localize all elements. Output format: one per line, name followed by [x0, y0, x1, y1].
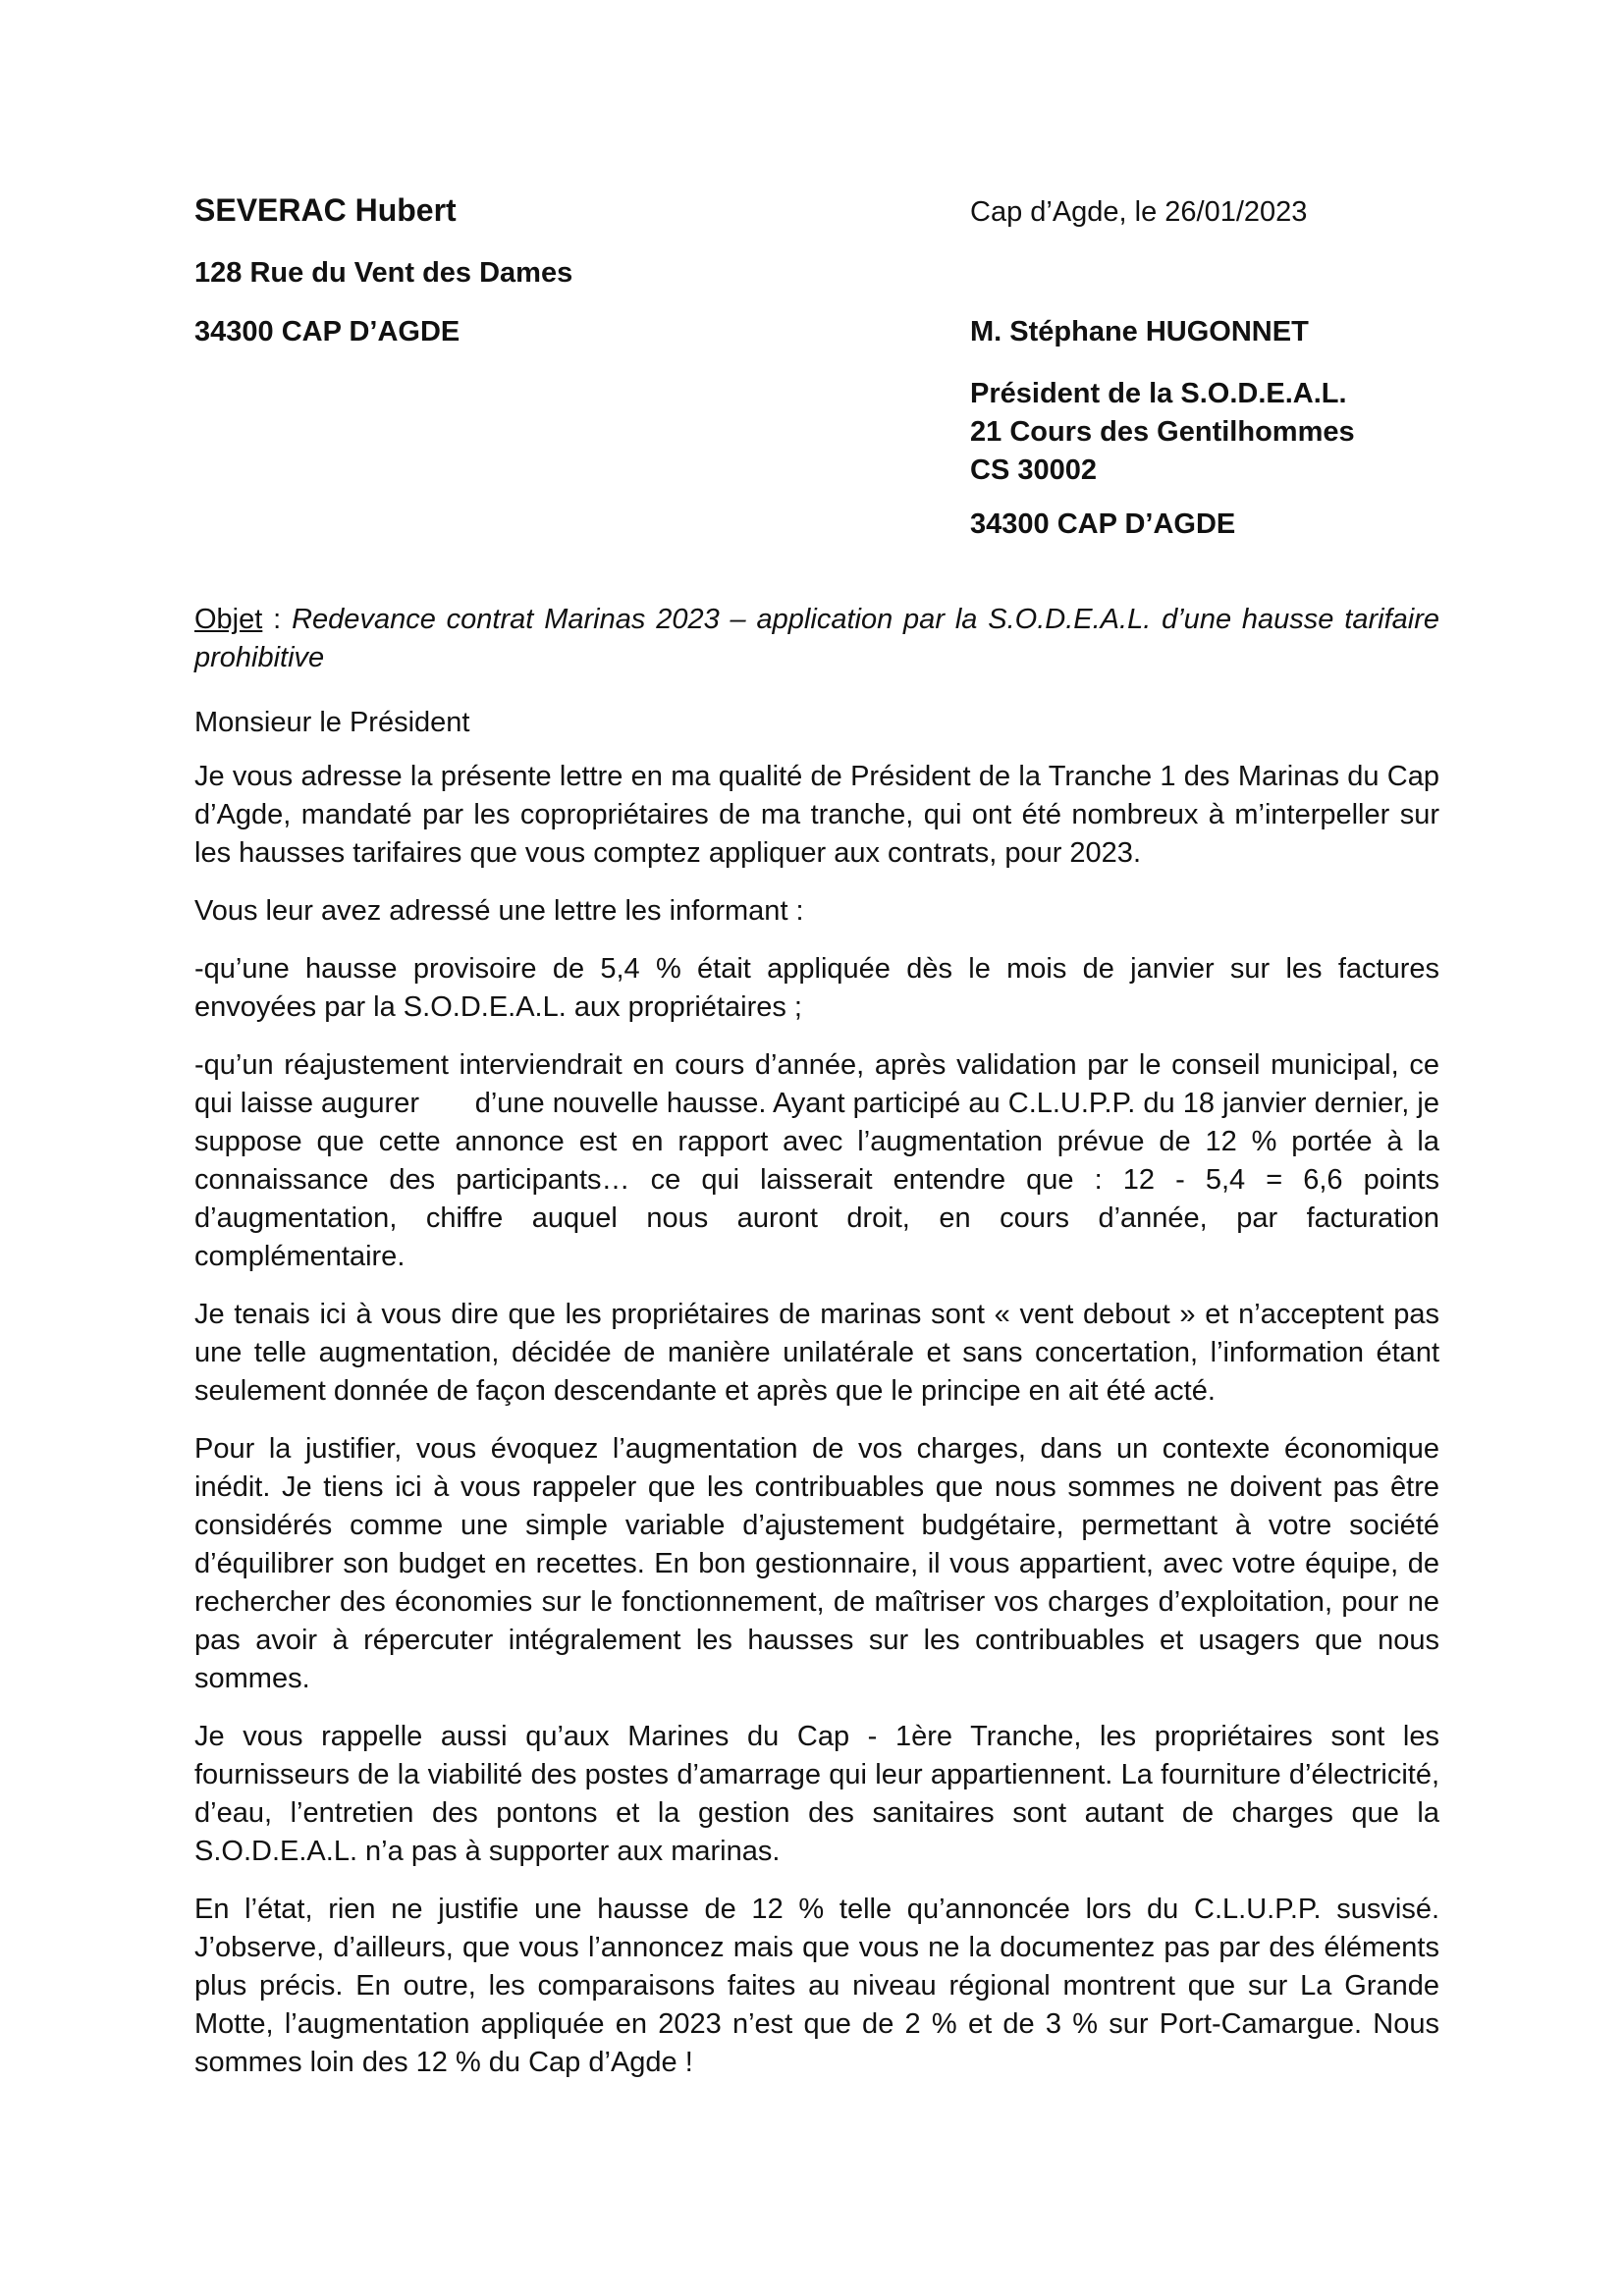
sender-street: 128 Rue du Vent des Dames	[194, 257, 573, 289]
letter-body	[194, 758, 1448, 2102]
subject-label: Objet	[194, 604, 263, 635]
recipient-address	[970, 375, 1355, 490]
sender-name: SEVERAC Hubert	[194, 192, 457, 228]
place-date: Cap d’Agde, le 26/01/2023	[970, 196, 1308, 228]
recipient-name: M. Stéphane HUGONNET	[970, 316, 1309, 347]
recipient-box: CS 30002	[970, 454, 1097, 486]
recipient-city: 34300 CAP D’AGDE	[970, 508, 1236, 540]
paragraph: Je vous adresse la présente lettre en ma qualité de Président de la Tranche 1 des Marinas du Cap d’Agde, mandaté par les copropriétaires de ma tranche, qui ont été nombreux à m’interpeller sur les hausses tarifaires que vous comptez appliquer aux contrats, pour 2023.	[194, 761, 1439, 869]
paragraph: Je vous rappelle aussi qu’aux Marines du Cap - 1ère Tranche, les propriétaires sont les fournisseurs de la viabilité des postes d’amarrage qui leur appartiennent. La fourniture d’électricité, d’eau, l’entretien des pontons et la gestion des sanitaires sont autant de charges que la S.O.D.E.A.L. n’a pas à supporter aux marinas.	[194, 1721, 1439, 1867]
paragraph: En l’état, rien ne justifie une hausse de 12 % telle qu’annoncée lors du C.L.U.P.P. susvisé. J’observe, d’ailleurs, que vous l’annoncez mais que vous ne la documentez pas par des éléments plus précis. En outre, les comparaisons faites au niveau régional montrent que sur La Grande Motte, l’augmentation appliquée en 2023 n’est que de 2 % et de 3 % sur Port-Camargue. Nous sommes loin des 12 % du Cap d’Agde !	[194, 1894, 1439, 2078]
salutation: Monsieur le Président	[194, 707, 470, 738]
paragraph: -qu’une hausse provisoire de 5,4 % était appliquée dès le mois de janvier sur les factures envoyées par la S.O.D.E.A.L. aux propriétaires ;	[194, 953, 1439, 1023]
paragraph: Vous leur avez adressé une lettre les informant :	[194, 895, 804, 927]
paragraph: Pour la justifier, vous évoquez l’augmentation de vos charges, dans un contexte économique inédit. Je tiens ici à vous rappeler que les contribuables que nous sommes ne doivent pas être considérés comme une simple variable d’ajustement budgétaire, permettant à votre société d’équilibrer son budget en recettes. En bon gestionnaire, il vous appartient, avec votre équipe, de rechercher des économies sur le fonctionnement, de maîtriser vos charges d’exploitation, pour ne pas avoir à répercuter intégralement les hausses sur les contribuables et usagers que nous sommes.	[194, 1433, 1439, 1694]
subject-text: Redevance contrat Marinas 2023 – application par la S.O.D.E.A.L. d’une hausse tarifaire prohibitive	[194, 604, 1439, 673]
sender-city: 34300 CAP D’AGDE	[194, 316, 460, 347]
recipient-street: 21 Cours des Gentilhommes	[970, 416, 1355, 448]
recipient-title: Président de la S.O.D.E.A.L.	[970, 378, 1347, 409]
paragraph: -qu’un réajustement interviendrait en cours d’année, après validation par le conseil municipal, ce qui laisse augurer d’une nouvelle hausse. Ayant participé au C.L.U.P.P. du 18 janvier dernier, je suppose que cette annonce est en rapport avec l’augmentation prévue de 12 % portée à la connaissance des participants… ce qui laisserait entendre que : 12 - 5,4 = 6,6 points d’augmentation, chiffre auquel nous auront droit, en cours d’année, par facturation complémentaire.	[194, 1049, 1448, 1272]
subject-separator: :	[262, 604, 293, 635]
subject-line	[194, 601, 1439, 677]
paragraph: Je tenais ici à vous dire que les propriétaires de marinas sont « vent debout » et n’acceptent pas une telle augmentation, décidée de manière unilatérale et sans concertation, l’information étant seulement donnée de façon descendante et après que le principe en ait été acté.	[194, 1299, 1439, 1407]
